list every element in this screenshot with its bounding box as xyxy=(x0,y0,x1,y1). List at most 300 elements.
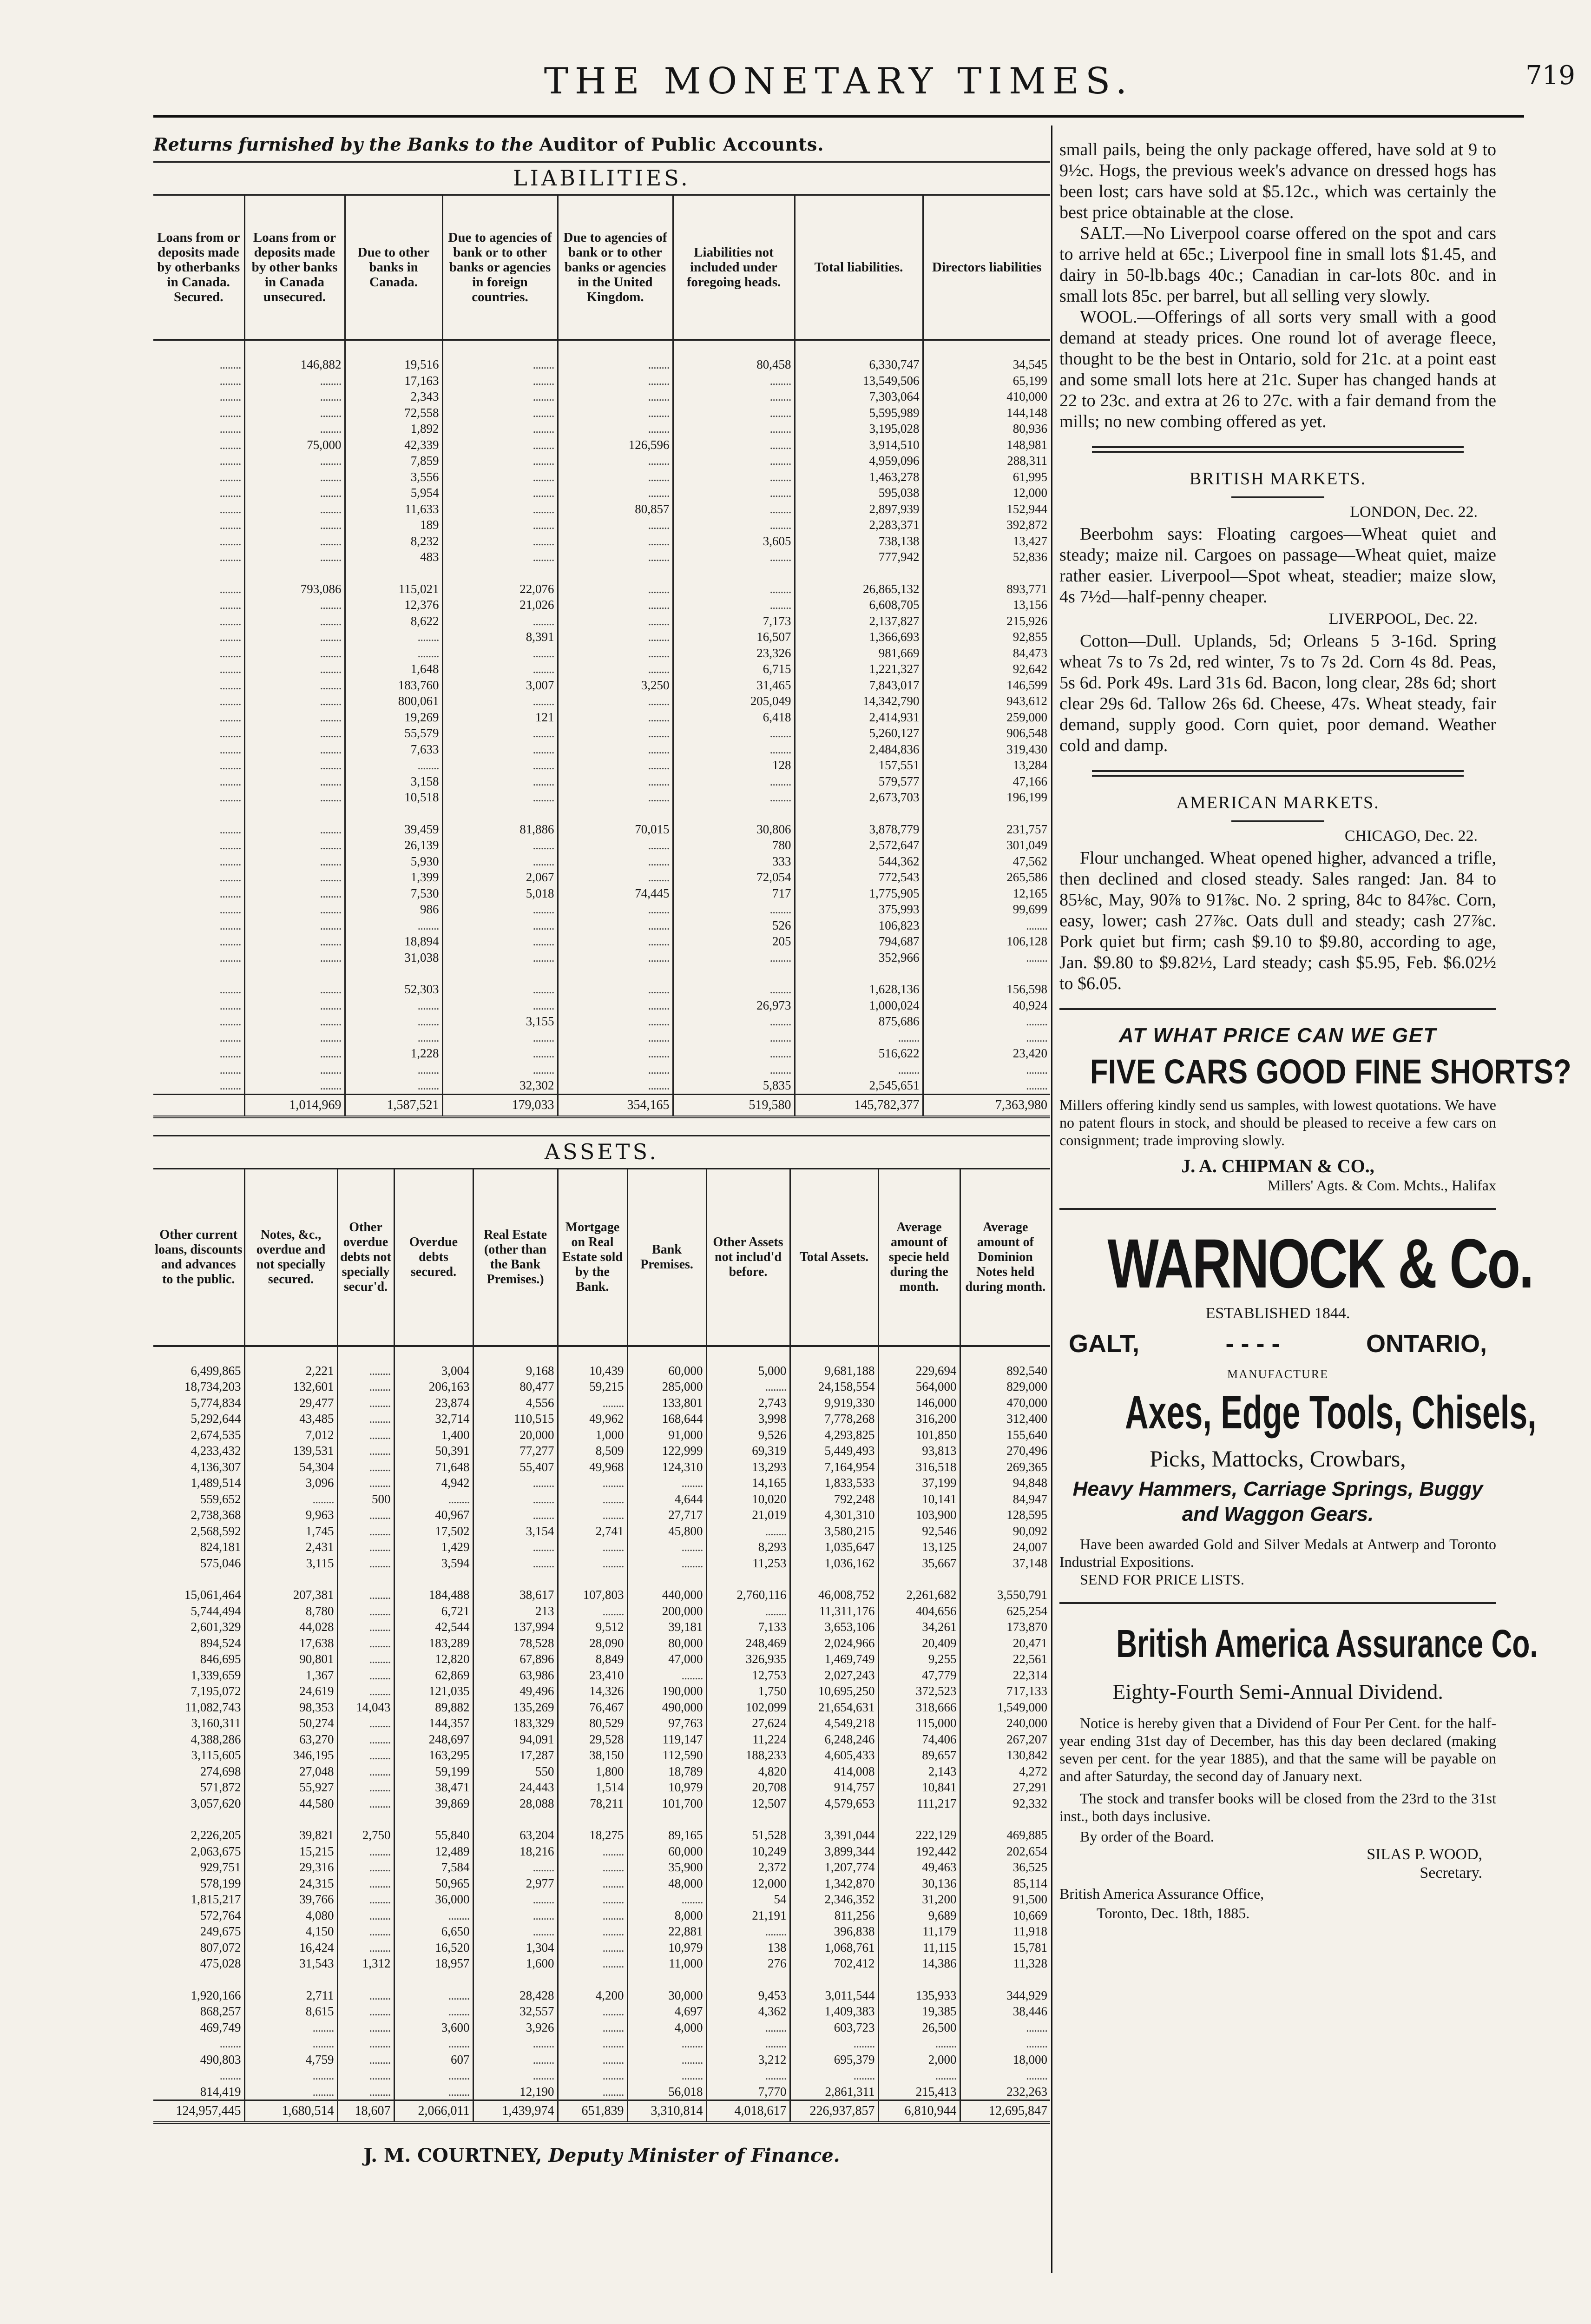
liabilities-cell: ........ xyxy=(558,757,673,773)
liabilities-cell: ........ xyxy=(558,869,673,885)
assets-cell: 1,036,162 xyxy=(790,1555,878,1571)
assets-cell: 4,233,432 xyxy=(191,1444,241,1458)
assets-cell: 2,024,966 xyxy=(790,1635,878,1651)
assets-cell: 50,965 xyxy=(394,1875,473,1892)
assets-cell: 344,929 xyxy=(960,1987,1050,2004)
assets-cell: 22,314 xyxy=(960,1667,1050,1684)
assets-cell: 110,515 xyxy=(473,1411,558,1427)
assets-cell: 54 xyxy=(706,1891,790,1908)
assets-row xyxy=(153,1715,1050,1731)
liabilities-cell: ........ xyxy=(219,854,241,868)
assets-cell: 2,261,682 xyxy=(878,1587,960,1603)
liabilities-cell: 19,269 xyxy=(345,709,442,726)
assets-row xyxy=(153,1908,1050,1924)
assets-cell: ........ xyxy=(473,1923,558,1940)
assets-header: Mortgage on Real Estate sold by the Bank. xyxy=(558,1169,627,1346)
assets-cell: 914,757 xyxy=(790,1779,878,1796)
assets-cell: 4,388,286 xyxy=(191,1732,241,1746)
liabilities-cell: ........ xyxy=(673,773,795,790)
liabilities-row xyxy=(153,373,1050,389)
group-gap xyxy=(153,1571,1050,1587)
liabilities-cell: ........ xyxy=(244,741,345,758)
assets-cell: 17,287 xyxy=(473,1747,558,1763)
assets-cell: 59,199 xyxy=(394,1763,473,1780)
assets-cell: 77,277 xyxy=(473,1443,558,1459)
liabilities-cell: 115,021 xyxy=(345,581,442,597)
assets-cell: 4,697 xyxy=(627,2003,706,2020)
liabilities-cell: ........ xyxy=(244,645,345,661)
liabilities-cell: 288,311 xyxy=(923,453,1050,469)
assets-cell: 2,568,592 xyxy=(191,1524,241,1538)
liabilities-row xyxy=(153,773,1050,790)
returns-caption-text: Returns furnished by the Banks to the xyxy=(153,134,533,155)
liabilities-cell: 61,995 xyxy=(923,469,1050,485)
liabilities-cell: 2,343 xyxy=(345,389,442,405)
liabilities-cell: 7,173 xyxy=(673,613,795,629)
liabilities-cell: 17,163 xyxy=(345,373,442,389)
assets-row xyxy=(153,1475,1050,1491)
assets-cell: 3,653,106 xyxy=(790,1619,878,1635)
assets-cell: 469,749 xyxy=(200,2020,241,2034)
liabilities-row xyxy=(153,357,1050,373)
liabilities-cell: ........ xyxy=(673,421,795,437)
assets-cell: ........ xyxy=(473,1859,558,1875)
liabilities-cell: ........ xyxy=(673,453,795,469)
assets-cell: 11,179 xyxy=(878,1923,960,1940)
assets-cell: 276 xyxy=(706,1955,790,1972)
liabilities-cell: 26,139 xyxy=(345,837,442,853)
liabilities-cell: ........ xyxy=(219,742,241,756)
assets-cell: 101,700 xyxy=(627,1796,706,1812)
assets-cell: 32,714 xyxy=(394,1411,473,1427)
liabilities-row xyxy=(153,597,1050,613)
assets-cell: 35,900 xyxy=(627,1859,706,1875)
liabilities-cell: 146,882 xyxy=(244,357,345,373)
assets-cell: 2,977 xyxy=(473,1875,558,1892)
assets-cell: 10,141 xyxy=(878,1491,960,1507)
assets-cell: 4,942 xyxy=(394,1475,473,1491)
liabilities-cell: 7,859 xyxy=(345,453,442,469)
signature-title: Deputy Minister of Finance. xyxy=(548,2145,840,2166)
liabilities-cell: 10,518 xyxy=(345,789,442,805)
assets-cell: 39,821 xyxy=(244,1827,337,1843)
liabilities-cell: ........ xyxy=(219,1046,241,1060)
liabilities-cell: 128 xyxy=(673,757,795,773)
assets-cell: 16,424 xyxy=(244,1940,337,1956)
assets-cell: 90,801 xyxy=(244,1651,337,1667)
liabilities-cell: 2,572,647 xyxy=(795,837,923,853)
warnock-dashes: - - - - xyxy=(1225,1330,1280,1358)
liabilities-cell: 794,687 xyxy=(795,933,923,950)
assets-cell: 102,099 xyxy=(706,1699,790,1716)
assets-cell: 10,979 xyxy=(627,1779,706,1796)
assets-cell: 4,759 xyxy=(244,2052,337,2068)
liabilities-cell: ........ xyxy=(219,918,241,932)
liabilities-cell: ........ xyxy=(442,773,558,790)
assets-cell: 76,467 xyxy=(558,1699,627,1716)
liabilities-cell: ........ xyxy=(219,502,241,516)
warnock-galt: GALT, xyxy=(1069,1330,1139,1358)
liabilities-cell: ........ xyxy=(219,774,241,788)
assets-cell: 133,801 xyxy=(627,1395,706,1411)
liabilities-cell: 5,930 xyxy=(345,853,442,870)
liabilities-total-cell: 145,782,377 xyxy=(795,1094,923,1117)
liabilities-cell: 55,579 xyxy=(345,725,442,741)
bam-order: By order of the Board. xyxy=(1080,1828,1214,1845)
assets-cell: 1,745 xyxy=(244,1523,337,1539)
assets-total-cell: 124,957,445 xyxy=(153,2100,244,2123)
liabilities-cell: ........ xyxy=(219,390,241,403)
assets-cell: ........ xyxy=(558,1940,627,1956)
assets-cell: 5,774,834 xyxy=(191,1395,241,1410)
bam-books: The stock and transfer books will be closed from the 23rd to the 31st inst., both days inclusive. xyxy=(1059,1790,1496,1824)
assets-cell: ........ xyxy=(558,1891,627,1908)
liabilities-cell: 777,942 xyxy=(795,549,923,565)
liabilities-cell: ........ xyxy=(442,725,558,741)
liabilities-cell: ........ xyxy=(219,454,241,468)
warnock-name: WARNOCK & Co. xyxy=(1107,1224,1533,1302)
liabilities-cell: 70,015 xyxy=(558,821,673,838)
liabilities-cell: ........ xyxy=(244,501,345,517)
liabilities-cell: 7,633 xyxy=(345,741,442,758)
assets-cell: 3,011,544 xyxy=(790,1987,878,2004)
liabilities-cell: ........ xyxy=(244,661,345,677)
liabilities-cell: ........ xyxy=(558,1030,673,1046)
warnock-heavy: Heavy Hammers, Carriage Springs, Buggy and Waggon Gears. xyxy=(1072,1478,1483,1525)
assets-cell: 94,848 xyxy=(960,1475,1050,1491)
assets-cell: ........ xyxy=(558,1395,627,1411)
chipman-sub: Millers' Agts. & Com. Mchts., Halifax xyxy=(1268,1177,1496,1194)
assets-cell: 28,428 xyxy=(473,1987,558,2004)
assets-cell: 22,881 xyxy=(627,1923,706,1940)
liabilities-cell: ........ xyxy=(219,758,241,772)
assets-cell: 69,319 xyxy=(706,1443,790,1459)
liabilities-cell: ........ xyxy=(673,1030,795,1046)
assets-cell: 7,012 xyxy=(244,1427,337,1443)
assets-cell: 469,885 xyxy=(960,1827,1050,1843)
assets-cell: ........ xyxy=(337,1651,394,1667)
liabilities-row xyxy=(153,1045,1050,1062)
liabilities-cell: ........ xyxy=(442,389,558,405)
assets-cell: 173,870 xyxy=(960,1619,1050,1635)
assets-cell: ........ xyxy=(337,1523,394,1539)
assets-cell: ........ xyxy=(337,1363,394,1379)
warnock-picks: Picks, Mattocks, Crowbars, xyxy=(1150,1446,1406,1472)
assets-row xyxy=(153,2020,1050,2036)
assets-cell: 12,489 xyxy=(394,1843,473,1860)
assets-cell: 91,000 xyxy=(627,1427,706,1443)
assets-cell: 1,815,217 xyxy=(191,1892,241,1906)
assets-cell: 55,407 xyxy=(473,1459,558,1475)
assets-cell: 35,667 xyxy=(878,1555,960,1571)
liabilities-cell: 148,981 xyxy=(923,437,1050,453)
assets-row xyxy=(153,2084,1050,2100)
liabilities-cell: ........ xyxy=(442,918,558,934)
liabilities-cell: 231,757 xyxy=(923,821,1050,838)
assets-cell: 30,000 xyxy=(627,1987,706,2004)
assets-cell: ........ xyxy=(337,1987,394,2004)
assets-cell: ........ xyxy=(558,1843,627,1860)
assets-cell: 49,968 xyxy=(558,1459,627,1475)
assets-cell: 559,652 xyxy=(200,1492,241,1506)
assets-cell: 9,512 xyxy=(558,1619,627,1635)
liabilities-cell: 893,771 xyxy=(923,581,1050,597)
liabilities-cell: ........ xyxy=(219,838,241,852)
assets-cell: 10,979 xyxy=(627,1940,706,1956)
liabilities-cell: 943,612 xyxy=(923,693,1050,709)
assets-cell: 5,449,493 xyxy=(790,1443,878,1459)
liabilities-cell: 7,303,064 xyxy=(795,389,923,405)
assets-cell: 139,531 xyxy=(244,1443,337,1459)
assets-cell: 20,708 xyxy=(706,1779,790,1796)
liabilities-row xyxy=(153,421,1050,437)
assets-cell: ........ xyxy=(337,1875,394,1892)
assets-cell: 130,842 xyxy=(960,1747,1050,1763)
assets-cell: 564,000 xyxy=(878,1379,960,1395)
liabilities-cell: 2,673,703 xyxy=(795,789,923,805)
assets-cell: 9,453 xyxy=(706,1987,790,2004)
liabilities-cell: ........ xyxy=(244,613,345,629)
liabilities-cell: ........ xyxy=(244,485,345,501)
assets-cell: ........ xyxy=(219,2036,241,2050)
liabilities-cell: ........ xyxy=(345,1062,442,1078)
assets-cell: ........ xyxy=(473,1507,558,1523)
liabilities-row xyxy=(153,950,1050,966)
liabilities-cell: ........ xyxy=(558,981,673,997)
assets-cell: 11,224 xyxy=(706,1731,790,1748)
liabilities-cell: 22,076 xyxy=(442,581,558,597)
assets-cell: 9,681,188 xyxy=(790,1363,878,1379)
assets-cell: 18,789 xyxy=(627,1763,706,1780)
liabilities-cell: ........ xyxy=(558,933,673,950)
group-gap xyxy=(153,1811,1050,1827)
liabilities-cell: 1,000,024 xyxy=(795,997,923,1014)
liabilities-cell: ........ xyxy=(219,598,241,612)
assets-header: Other Assets not includ'd before. xyxy=(706,1169,790,1346)
assets-cell: 7,195,072 xyxy=(191,1684,241,1698)
assets-totals-row xyxy=(153,2100,1050,2123)
liabilities-cell: ........ xyxy=(558,517,673,533)
assets-row xyxy=(153,2035,1050,2052)
liabilities-cell: 516,622 xyxy=(795,1045,923,1062)
liabilities-cell: ........ xyxy=(442,357,558,373)
liabilities-cell: ........ xyxy=(442,661,558,677)
liabilities-cell: 13,284 xyxy=(923,757,1050,773)
liabilities-cell: ........ xyxy=(244,997,345,1014)
assets-cell: 4,579,653 xyxy=(790,1796,878,1812)
group-gap xyxy=(153,805,1050,821)
assets-cell: 74,406 xyxy=(878,1731,960,1748)
liabilities-cell: 301,049 xyxy=(923,837,1050,853)
bam-notice: Notice is hereby given that a Dividend of Four Per Cent. for the half-year ending 31st day of December, has this day been declared (making seven per cent. for the year 1885), and that the same will be payable on and after Saturday, the second day of January next. xyxy=(1059,1715,1496,1784)
assets-cell: 8,000 xyxy=(627,1908,706,1924)
bank-returns xyxy=(153,125,1050,2166)
liabilities-cell: 205,049 xyxy=(673,693,795,709)
liabilities-cell: ........ xyxy=(558,549,673,565)
assets-cell: ........ xyxy=(337,1555,394,1571)
assets-cell: 269,365 xyxy=(960,1459,1050,1475)
liabilities-cell: ........ xyxy=(673,501,795,517)
liabilities-row xyxy=(153,869,1050,885)
assets-cell: 249,675 xyxy=(200,1924,241,1938)
assets-cell: 10,439 xyxy=(558,1363,627,1379)
assets-row xyxy=(153,1891,1050,1908)
assets-cell: 2,346,352 xyxy=(790,1891,878,1908)
assets-cell: 3,580,215 xyxy=(790,1523,878,1539)
liabilities-cell: ........ xyxy=(442,901,558,918)
assets-row xyxy=(153,1539,1050,1555)
liabilities-cell: ........ xyxy=(244,709,345,726)
assets-cell: ........ xyxy=(337,1859,394,1875)
assets-cell: ........ xyxy=(337,2003,394,2020)
liabilities-cell: 595,038 xyxy=(795,485,923,501)
liabilities-cell: ........ xyxy=(558,485,673,501)
liabilities-cell: ........ xyxy=(673,581,795,597)
assets-cell: 2,861,311 xyxy=(790,2084,878,2100)
liabilities-cell: ........ xyxy=(244,1077,345,1094)
page-number: 719 xyxy=(1525,60,1575,91)
assets-cell: 89,882 xyxy=(394,1699,473,1716)
liabilities-cell: 7,843,017 xyxy=(795,677,923,693)
liabilities-cell: ........ xyxy=(345,645,442,661)
assets-cell: 200,000 xyxy=(627,1603,706,1619)
assets-cell: ........ xyxy=(558,1539,627,1555)
assets-cell: 267,207 xyxy=(960,1731,1050,1748)
assets-cell: 90,092 xyxy=(960,1523,1050,1539)
assets-cell: 3,600 xyxy=(394,2020,473,2036)
liabilities-cell: 2,067 xyxy=(442,869,558,885)
liabilities-cell: 106,128 xyxy=(923,933,1050,950)
assets-cell: 475,028 xyxy=(200,1956,241,1970)
liabilities-row xyxy=(153,661,1050,677)
liabilities-cell: ........ xyxy=(244,373,345,389)
assets-cell: ........ xyxy=(337,1427,394,1443)
liabilities-cell: ........ xyxy=(442,645,558,661)
assets-cell: ........ xyxy=(337,1619,394,1635)
assets-cell: ........ xyxy=(558,1555,627,1571)
assets-cell: 28,088 xyxy=(473,1796,558,1812)
liabilities-cell: 12,376 xyxy=(345,597,442,613)
liabilities-cell: ........ xyxy=(244,853,345,870)
assets-cell: 929,751 xyxy=(200,1860,241,1874)
liabilities-cell: 483 xyxy=(345,549,442,565)
assets-cell: 811,256 xyxy=(790,1908,878,1924)
liabilities-cell: 215,926 xyxy=(923,613,1050,629)
assets-cell: 3,057,620 xyxy=(191,1796,241,1810)
assets-cell: 3,926 xyxy=(473,2020,558,2036)
assets-row xyxy=(153,1923,1050,1940)
liabilities-cell: ........ xyxy=(558,1062,673,1078)
assets-cell: 318,666 xyxy=(878,1699,960,1716)
liabilities-row xyxy=(153,533,1050,549)
liabilities-row xyxy=(153,517,1050,533)
liabilities-cell: ........ xyxy=(219,1014,241,1028)
liabilities-cell: ........ xyxy=(558,918,673,934)
liabilities-cell: ........ xyxy=(923,918,1050,934)
liabilities-cell: 1,648 xyxy=(345,661,442,677)
assets-cell: 11,082,743 xyxy=(185,1700,241,1714)
bam-dividend: Eighty-Fourth Semi-Annual Dividend. xyxy=(1112,1680,1443,1703)
assets-cell: 396,838 xyxy=(790,1923,878,1940)
liverpool-paragraph: Cotton—Dull. Uplands, 5d; Orleans 5 3-16d. Spring wheat 7s to 7s 2d, red winter, 7s to 7s 2d. Corn 4s 8d. Peas, 5s 6d. Pork 49s. Lard 31s 6d. Bacon, long clear, 28s 6d; short clear 29s 6d. Tallow 26s 6d. Cheese, 47s. Wheat steady, fair demand, supply good. Corn quiet, poor demand. Weather cold and damp. xyxy=(1059,631,1496,755)
assets-cell: 1,304 xyxy=(473,1940,558,1956)
liabilities-cell: ........ xyxy=(219,614,241,628)
liabilities-cell: ........ xyxy=(558,853,673,870)
assets-cell: 12,507 xyxy=(706,1796,790,1812)
assets-cell: 55,840 xyxy=(394,1827,473,1843)
assets-header: Average amount of Dominion Notes held during month. xyxy=(960,1169,1050,1346)
liabilities-cell: 3,250 xyxy=(558,677,673,693)
liabilities-row xyxy=(153,1062,1050,1078)
liabilities-cell: ........ xyxy=(244,517,345,533)
assets-cell: 80,529 xyxy=(558,1715,627,1731)
assets-cell: 4,556 xyxy=(473,1395,558,1411)
assets-cell: ........ xyxy=(627,1555,706,1571)
assets-cell: 4,605,433 xyxy=(790,1747,878,1763)
liabilities-cell: 8,622 xyxy=(345,613,442,629)
assets-cell: ........ xyxy=(394,1908,473,1924)
group-gap xyxy=(153,965,1050,981)
liabilities-cell: 800,061 xyxy=(345,693,442,709)
bam-name: British America Assurance Co. xyxy=(1116,1622,1538,1665)
assets-cell: 500 xyxy=(337,1491,394,1507)
liabilities-cell: ........ xyxy=(673,469,795,485)
american-markets-heading: AMERICAN MARKETS. xyxy=(1176,793,1380,812)
assets-row xyxy=(153,1507,1050,1523)
assets-header-row xyxy=(153,1169,1050,1346)
liabilities-cell: 99,699 xyxy=(923,901,1050,918)
liabilities-cell: ........ xyxy=(673,373,795,389)
liabilities-cell: ........ xyxy=(558,405,673,421)
assets-cell: 18,275 xyxy=(558,1827,627,1843)
liabilities-row xyxy=(153,918,1050,934)
assets-cell: 9,689 xyxy=(878,1908,960,1924)
liabilities-row xyxy=(153,677,1050,693)
liabilities-cell: ........ xyxy=(558,693,673,709)
liabilities-cell: ........ xyxy=(244,1030,345,1046)
liabilities-row xyxy=(153,501,1050,517)
assets-cell: 202,654 xyxy=(960,1843,1050,1860)
liabilities-cell: ........ xyxy=(558,661,673,677)
assets-cell: 192,442 xyxy=(878,1843,960,1860)
assets-cell: ........ xyxy=(627,2067,706,2084)
assets-cell: 222,129 xyxy=(878,1827,960,1843)
assets-cell: 14,165 xyxy=(706,1475,790,1491)
assets-row xyxy=(153,1603,1050,1619)
british-markets-heading: BRITISH MARKETS. xyxy=(1189,469,1367,489)
assets-cell: 8,780 xyxy=(244,1603,337,1619)
assets-cell: 248,697 xyxy=(394,1731,473,1748)
liabilities-cell: 1,775,905 xyxy=(795,885,923,902)
liabilities-cell: ........ xyxy=(442,421,558,437)
liabilities-cell: 986 xyxy=(345,901,442,918)
assets-cell: ........ xyxy=(473,1539,558,1555)
liabilities-cell: ........ xyxy=(558,1013,673,1030)
liabilities-cell: ........ xyxy=(219,373,241,388)
assets-cell: 190,000 xyxy=(627,1683,706,1699)
assets-cell: 3,594 xyxy=(394,1555,473,1571)
liabilities-cell: 5,595,989 xyxy=(795,405,923,421)
liabilities-cell: ........ xyxy=(558,453,673,469)
assets-row xyxy=(153,1523,1050,1539)
liabilities-row xyxy=(153,901,1050,918)
assets-cell: ........ xyxy=(558,2052,627,2068)
assets-cell: 215,413 xyxy=(878,2084,960,2100)
assets-cell: 4,293,825 xyxy=(790,1427,878,1443)
assets-cell: 44,580 xyxy=(244,1796,337,1812)
liabilities-cell: 3,605 xyxy=(673,533,795,549)
liabilities-cell: ........ xyxy=(219,870,241,884)
